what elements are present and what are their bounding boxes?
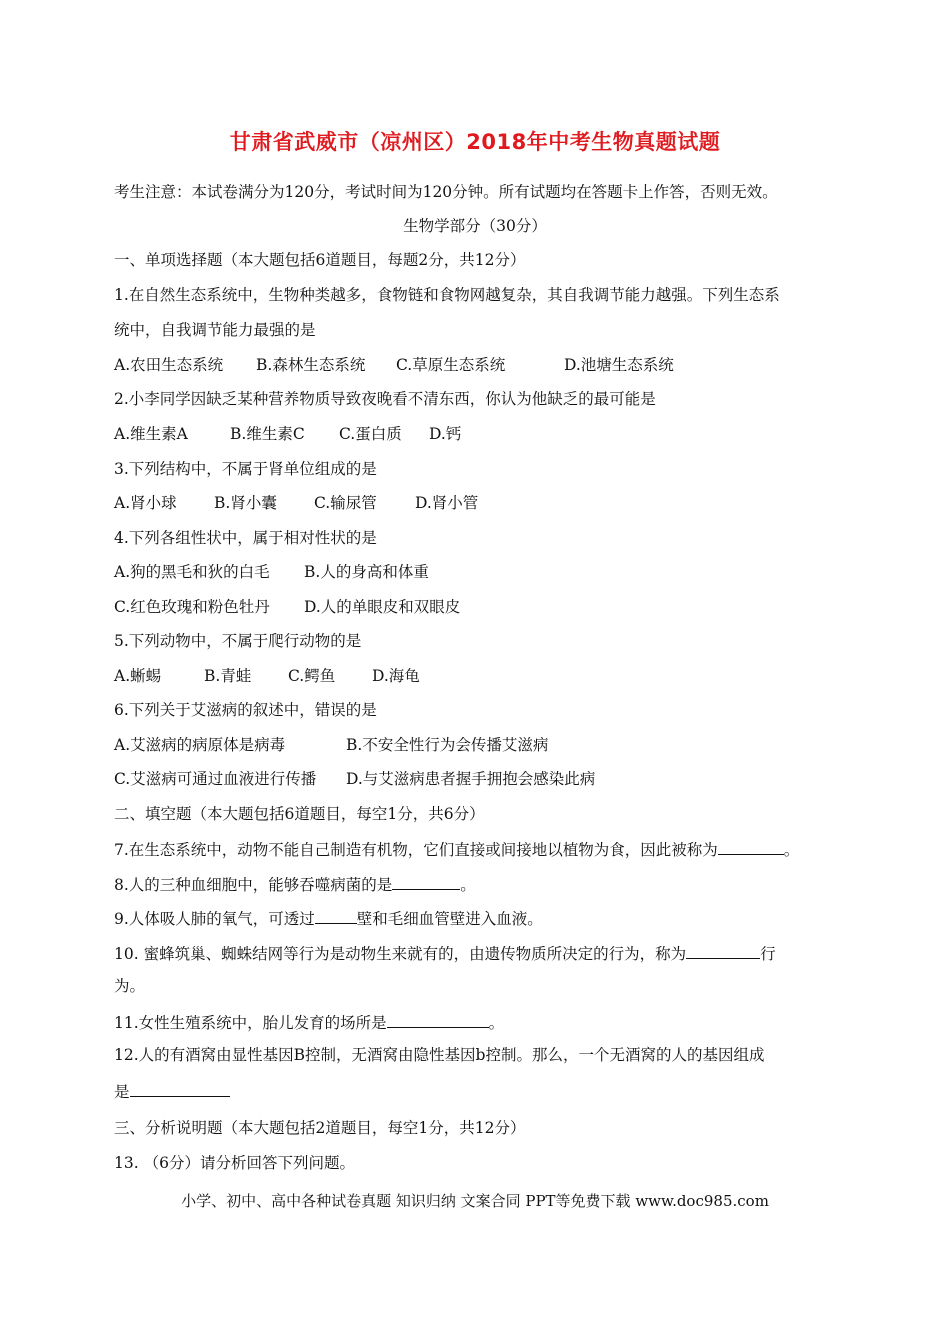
question-6-options-row1 <box>114 735 548 755</box>
q3-option-b: B.肾小囊 <box>214 494 277 512</box>
q6-option-c: C.艾滋病可通过血液进行传播 <box>114 770 317 788</box>
q6-option-b: B.不安全性行为会传播艾滋病 <box>346 736 549 754</box>
q8-text: 8.人的三种血细胞中，能够吞噬病菌的是 <box>114 876 393 894</box>
q12-text: 是 <box>114 1083 130 1101</box>
q1-option-b: B.森林生态系统 <box>256 356 366 374</box>
q12-answer-blank[interactable] <box>130 1080 230 1097</box>
q1-option-a: A.农田生态系统 <box>114 356 224 374</box>
q5-option-c: C.鳄鱼 <box>288 667 336 685</box>
question-4-options-row1 <box>114 562 429 582</box>
question-3: 3.下列结构中，不属于肾单位组成的是 <box>114 460 377 478</box>
question-6: 6.下列关于艾滋病的叙述中，错误的是 <box>114 701 377 719</box>
q2-option-a: A.维生素A <box>114 425 188 443</box>
q7-answer-blank[interactable] <box>718 838 784 855</box>
part3-heading: 三、分析说明题（本大题包括2道题目，每空1分，共12分） <box>114 1119 526 1137</box>
q5-option-d: D.海龟 <box>372 667 420 685</box>
q9-answer-blank[interactable] <box>315 907 357 924</box>
question-7 <box>114 838 799 860</box>
question-6-options-row2 <box>114 769 595 789</box>
q7-period: 。 <box>783 841 800 859</box>
page-footer: 小学、初中、高中各种试卷真题 知识归纳 文案合同 PPT等免费下载 www.doc985.com <box>181 1192 769 1210</box>
question-12-line2 <box>114 1080 230 1102</box>
question-1-line1: 1.在自然生态系统中，生物种类越多，食物链和食物网越复杂，其自我调节能力越强。下列生态系 <box>114 286 780 304</box>
q8-answer-blank[interactable] <box>392 873 460 890</box>
q10-text: 10. 蜜蜂筑巢、蜘蛛结网等行为是动物生来就有的，由遗传物质所决定的行为，称为 <box>114 945 687 963</box>
document-title: 甘肃省武威市（凉州区）2018年中考生物真题试题 <box>229 130 721 154</box>
question-3-options <box>114 493 478 513</box>
q4-option-d: D.人的单眼皮和双眼皮 <box>304 598 461 616</box>
q4-option-c: C.红色玫瑰和粉色牡丹 <box>114 598 270 616</box>
q11-period: 。 <box>488 1014 505 1032</box>
section-title: 生物学部分（30分） <box>403 217 547 235</box>
question-12-line1: 12.人的有酒窝由显性基因B控制，无酒窝由隐性基因b控制。那么，一个无酒窝的人的基因组成 <box>114 1046 765 1064</box>
question-13: 13. （6分）请分析回答下列问题。 <box>114 1154 355 1172</box>
q1-option-d: D.池塘生态系统 <box>564 356 674 374</box>
exam-notice: 考生注意：本试卷满分为120分，考试时间为120分钟。所有试题均在答题卡上作答，否则无效。 <box>114 183 778 201</box>
q1-option-c: C.草原生态系统 <box>396 356 506 374</box>
q2-option-b: B.维生素C <box>230 425 305 443</box>
q3-option-a: A.肾小球 <box>114 494 177 512</box>
q6-option-d: D.与艾滋病患者握手拥抱会感染此病 <box>346 770 596 788</box>
question-9 <box>114 907 543 929</box>
question-4-options-row2 <box>114 597 460 617</box>
q5-option-a: A.蜥蜴 <box>114 667 162 685</box>
q4-option-b: B.人的身高和体重 <box>304 563 429 581</box>
q3-option-d: D.肾小管 <box>415 494 479 512</box>
q11-text: 11.女性生殖系统中，胎儿发育的场所是 <box>114 1014 387 1032</box>
q5-option-b: B.青蛙 <box>204 667 252 685</box>
question-2: 2.小李同学因缺乏某种营养物质导致夜晚看不清东西，你认为他缺乏的最可能是 <box>114 390 656 408</box>
question-4: 4.下列各组性状中，属于相对性状的是 <box>114 529 377 547</box>
question-1-options <box>114 355 674 375</box>
question-8 <box>114 873 476 895</box>
q10-text-after: 行 <box>760 945 776 963</box>
question-2-options <box>114 424 461 444</box>
question-10-line2: 为。 <box>114 977 146 995</box>
q4-option-a: A.狗的黑毛和狄的白毛 <box>114 563 270 581</box>
question-11 <box>114 1011 504 1033</box>
q2-option-d: D.钙 <box>429 425 462 443</box>
q8-period: 。 <box>460 876 476 894</box>
q9-text-after: 壁和毛细血管壁进入血液。 <box>356 910 543 928</box>
q7-text: 7.在生态系统中，动物不能自己制造有机物，它们直接或间接地以植物为食，因此被称为 <box>114 841 718 859</box>
question-5: 5.下列动物中，不属于爬行动物的是 <box>114 632 362 650</box>
q2-option-c: C.蛋白质 <box>339 425 402 443</box>
q9-text: 9.人体吸人肺的氧气，可透过 <box>114 910 315 928</box>
q11-answer-blank[interactable] <box>387 1011 489 1028</box>
question-10-line1 <box>114 942 776 964</box>
q10-answer-blank[interactable] <box>686 942 760 959</box>
part2-heading: 二、填空题（本大题包括6道题目，每空1分，共6分） <box>114 805 485 823</box>
part1-heading: 一、单项选择题（本大题包括6道题目，每题2分，共12分） <box>114 251 526 269</box>
q6-option-a: A.艾滋病的病原体是病毒 <box>114 736 286 754</box>
question-1-line2: 统中，自我调节能力最强的是 <box>114 321 316 339</box>
question-5-options <box>114 666 420 686</box>
q3-option-c: C.输尿管 <box>314 494 377 512</box>
